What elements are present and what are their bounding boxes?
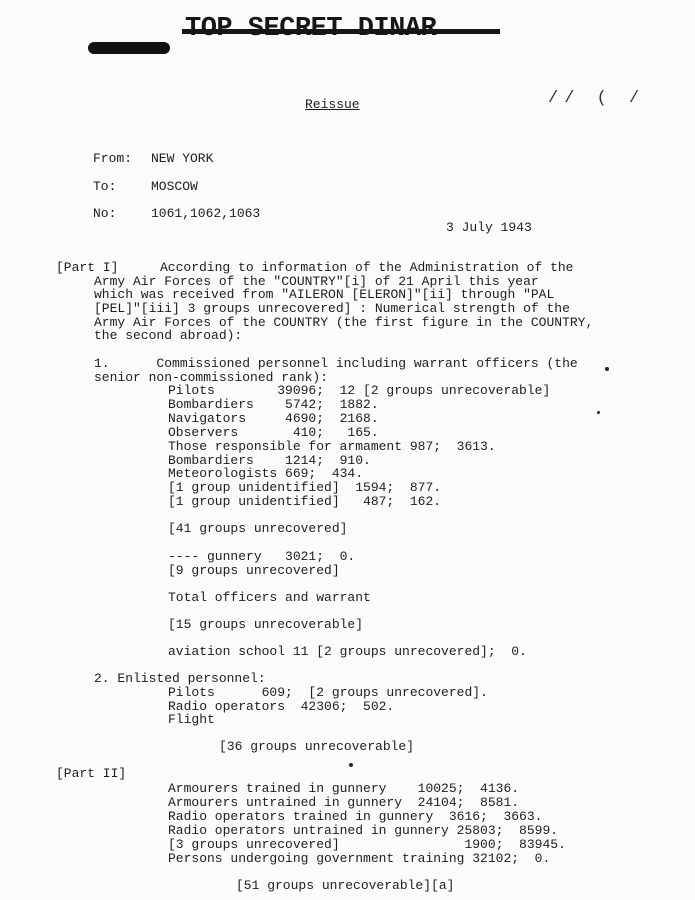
ink-speck [605,367,609,371]
unrecovered-41: [41 groups unrecovered] [168,521,348,536]
no-label: No: [93,206,117,221]
to-label: To: [93,179,117,194]
aviation-school: aviation school 11 [2 groups unrecovered]; 0. [168,644,527,659]
list-item: Radio operators 42306; 502. [168,699,395,714]
handwritten-mark: // ( / [548,89,646,108]
total-officers: Total officers and warrant [168,590,371,605]
list-item: Navigators 4690; 2168. [168,411,379,426]
list-item: [1 group unidentified] 487; 162. [168,494,442,509]
unrecoverable-36: [36 groups unrecoverable] [219,739,415,754]
to-value: MOSCOW [151,179,198,194]
part-2-tag: [Part II] [56,766,127,781]
list-item: Observers 410; 165. [168,425,379,440]
intro-line: the second abroad): [94,328,243,343]
list-item: Pilots 39096; 12 [2 groups unrecoverable] [168,383,551,398]
ink-speck [597,411,600,414]
section-2-heading: 2. Enlisted personnel: [94,671,266,686]
redaction-mark [88,42,170,54]
from-value: NEW YORK [151,151,214,166]
unrecoverable-51: [51 groups unrecoverable][a] [236,878,455,893]
no-value: 1061,1062,1063 [151,206,261,221]
list-item: Persons undergoing government training 32102; 0. [168,851,551,866]
list-item: Bombardiers 1214; 910. [168,453,371,468]
list-item: Those responsible for armament 987; 3613. [168,439,496,454]
intro-line: [PEL]"[iii] 3 groups unrecovered] : Numerical strength of the [94,301,570,316]
classification-strikethrough [182,29,500,34]
list-item: Bombardiers 5742; 1882. [168,397,379,412]
unrecovered-9: [9 groups unrecovered] [168,563,340,578]
intro-line: According to information of the Administration of the [160,260,574,275]
list-item: [1 group unidentified] 1594; 877. [168,480,442,495]
intro-line: Army Air Forces of the COUNTRY (the first figure in the COUNTRY, [94,315,594,330]
unrecoverable-15: [15 groups unrecoverable] [168,617,364,632]
intro-line: Army Air Forces of the "COUNTRY"[i] of 21 April this year [94,274,539,289]
list-item: Meteorologists 669; 434. [168,466,364,481]
reissue-label: Reissue [305,97,360,112]
list-item: Radio operators trained in gunnery 3616; 3663. [168,809,543,824]
intro-line: which was received from "AILERON [ELERON]"[ii] through "PAL [94,287,555,302]
list-item: Armourers untrained in gunnery 24104; 8581. [168,795,520,810]
message-date: 3 July 1943 [446,220,532,235]
list-item: Armourers trained in gunnery 10025; 4136. [168,781,520,796]
part-1-tag: [Part I] [56,260,119,275]
list-item: Radio operators untrained in gunnery 25803; 8599. [168,823,559,838]
section-line: 1. Commissioned personnel including warrant officers (the [94,356,578,371]
gunnery-line: ---- gunnery 3021; 0. [168,549,356,564]
from-label: From: [93,151,133,166]
ink-speck [349,763,353,767]
list-item: Pilots 609; [2 groups unrecovered]. [168,685,488,700]
list-item: [3 groups unrecovered] 1900; 83945. [168,837,566,852]
section-line: senior non-commissioned rank): [94,370,329,385]
list-item: Flight [168,712,215,727]
